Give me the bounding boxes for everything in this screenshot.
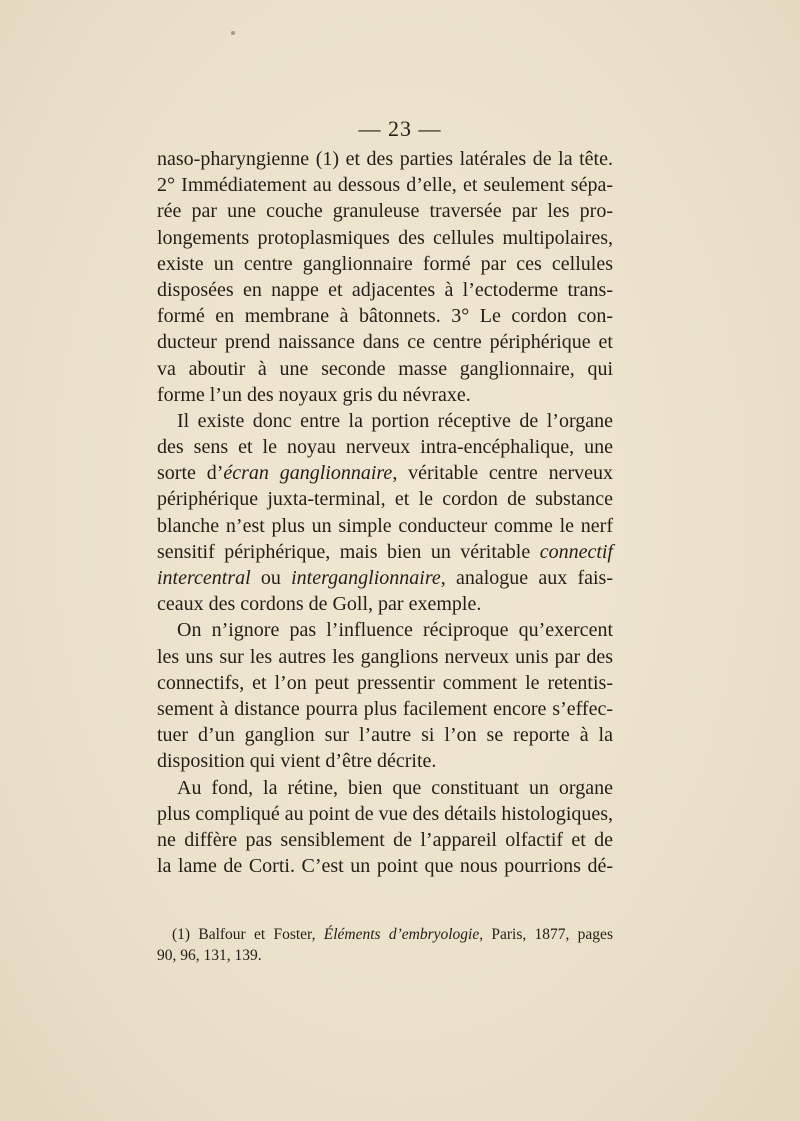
text-line: la lame de Corti. C’est un point que nous pourrions dé- — [157, 855, 613, 878]
paragraph — [157, 408, 613, 618]
text-line: connectifs, et l’on peut pressentir comment le retentis- — [157, 671, 613, 694]
text-line: plus compliqué au point de vue des détails histologiques, — [157, 802, 614, 825]
text-line: Au fond, la rétine, bien que constituant un organe — [177, 776, 613, 799]
text-line: sement à distance pourra plus facilement encore s’effec- — [157, 697, 613, 720]
text-line: On n’ignore pas l’influence réciproque qu’exercent — [177, 619, 613, 642]
text-line: naso-pharyngienne (1) et des parties latérales de la tête. — [157, 148, 613, 170]
italic-term: intercentral — [157, 567, 251, 589]
text-line: périphérique juxta-terminal, et le cordon de substance — [157, 488, 613, 511]
text-line: Il existe donc entre la portion réceptive de l’organe — [177, 409, 613, 432]
text-line: des sens et le noyau nerveux intra-encéphalique, une — [157, 436, 613, 459]
text-line: sensitif périphérique, mais bien un véritable connectif — [157, 540, 613, 563]
ink-speck — [231, 31, 235, 35]
text-line: tuer d’un ganglion sur l’autre si l’on se reporte à la — [157, 724, 613, 747]
italic-title: Éléments d’embryologie — [323, 926, 480, 943]
text-line: existe un centre ganglionnaire formé par ces cellules — [157, 252, 613, 275]
footnote-line: (1) Balfour et Foster, Éléments d’embryologie, Paris, 1877, pages — [172, 926, 613, 943]
italic-term: écran ganglionnaire — [223, 462, 393, 485]
paragraph — [157, 775, 613, 880]
text-line: va aboutir à une seconde masse ganglionnaire, qui — [157, 357, 613, 380]
text-line: disposées en nappe et adjacentes à l’ectoderme trans- — [157, 278, 613, 301]
italic-term: interganglionnaire — [291, 567, 441, 589]
text-line: disposition qui vient d’être décrite. — [157, 750, 437, 773]
text-line: intercentral ou interganglionnaire, analogue aux fais- — [157, 567, 613, 589]
page-number: — 23 — — [358, 116, 442, 141]
text-line: ne diffère pas sensiblement de l’appareil olfactif et de — [157, 828, 613, 851]
text-line: forme l’un des noyaux gris du névraxe. — [157, 383, 471, 406]
text-line: les uns sur les autres les ganglions nerveux unis par des — [157, 645, 613, 668]
italic-term: connectif — [539, 540, 613, 563]
text-line: formé en membrane à bâtonnets. 3° Le cordon con- — [157, 305, 613, 328]
text-line: 2° Immédiatement au dessous d’elle, et seulement sépa- — [157, 174, 613, 197]
text-line: sorte d’écran ganglionnaire, véritable centre nerveux — [157, 462, 613, 485]
text-line: longements protoplasmiques des cellules multipolaires, — [157, 226, 613, 249]
paragraph — [157, 617, 613, 774]
text-line: ceaux des cordons de Goll, par exemple. — [157, 593, 482, 616]
paragraph — [157, 146, 613, 408]
text-line: rée par une couche granuleuse traversée par les pro- — [157, 200, 613, 223]
text-line: ducteur prend naissance dans ce centre périphérique et — [157, 331, 613, 354]
text-line: blanche n’est plus un simple conducteur comme le nerf — [157, 514, 613, 537]
footnote-line: 90, 96, 131, 139. — [157, 947, 262, 964]
footnote — [157, 924, 613, 966]
body-text — [157, 146, 613, 879]
